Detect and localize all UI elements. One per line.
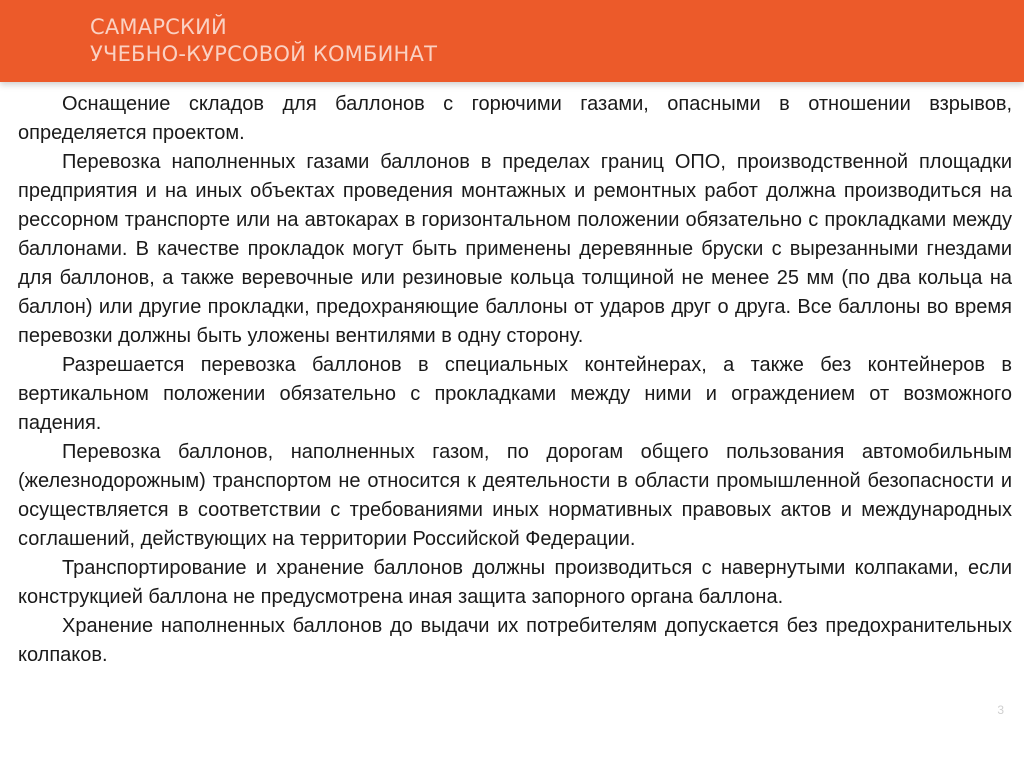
- paragraph: Перевозка наполненных газами баллонов в пределах границ ОПО, производственной площадки предприятия и на иных объектах проведения монтажных и ремонтных работ должна производиться на рессорном транспорте или на автокарах в горизонтальном положении обязательно с прокладками между баллонами. В качестве прокладок могут быть применены деревянные бруски с вырезанными гнездами для баллонов, а также веревочные или резиновые кольца толщиной не менее 25 мм (по два кольца на баллон) или другие прокладки, предохраняющие баллоны от ударов друг о друга. Все баллоны во время перевозки должны быть уложены вентилями в одну сторону.: [18, 151, 1012, 347]
- page-number: 3: [997, 703, 1004, 717]
- header-bar: [0, 0, 1024, 82]
- brand-title-line2: УЧЕБНО-КУРСОВОЙ КОМБИНАТ: [90, 42, 438, 66]
- slide-content: [18, 90, 1012, 670]
- paragraph: Оснащение складов для баллонов с горючими газами, опасными в отношении взрывов, определяется проектом.: [18, 93, 1012, 144]
- paragraph: Хранение наполненных баллонов до выдачи их потребителям допускается без предохранительных колпаков.: [18, 615, 1012, 666]
- paragraph: Транспортирование и хранение баллонов должны производиться с навернутыми колпаками, если конструкцией баллона не предусмотрена иная защита запорного органа баллона.: [18, 557, 1012, 608]
- paragraph: Разрешается перевозка баллонов в специальных контейнерах, а также без контейнеров в вертикальном положении обязательно с прокладками между ними и ограждением от возможного падения.: [18, 354, 1012, 434]
- brand-title-line1: САМАРСКИЙ: [90, 15, 227, 39]
- paragraph: Перевозка баллонов, наполненных газом, по дорогам общего пользования автомобильным (железнодорожным) транспортом не относится к деятельности в области промышленной безопасности и осуществляется в соответствии с требованиями иных нормативных правовых актов и международных соглашений, действующих на территории Российской Федерации.: [18, 441, 1012, 550]
- brand-logo-text: [90, 14, 437, 68]
